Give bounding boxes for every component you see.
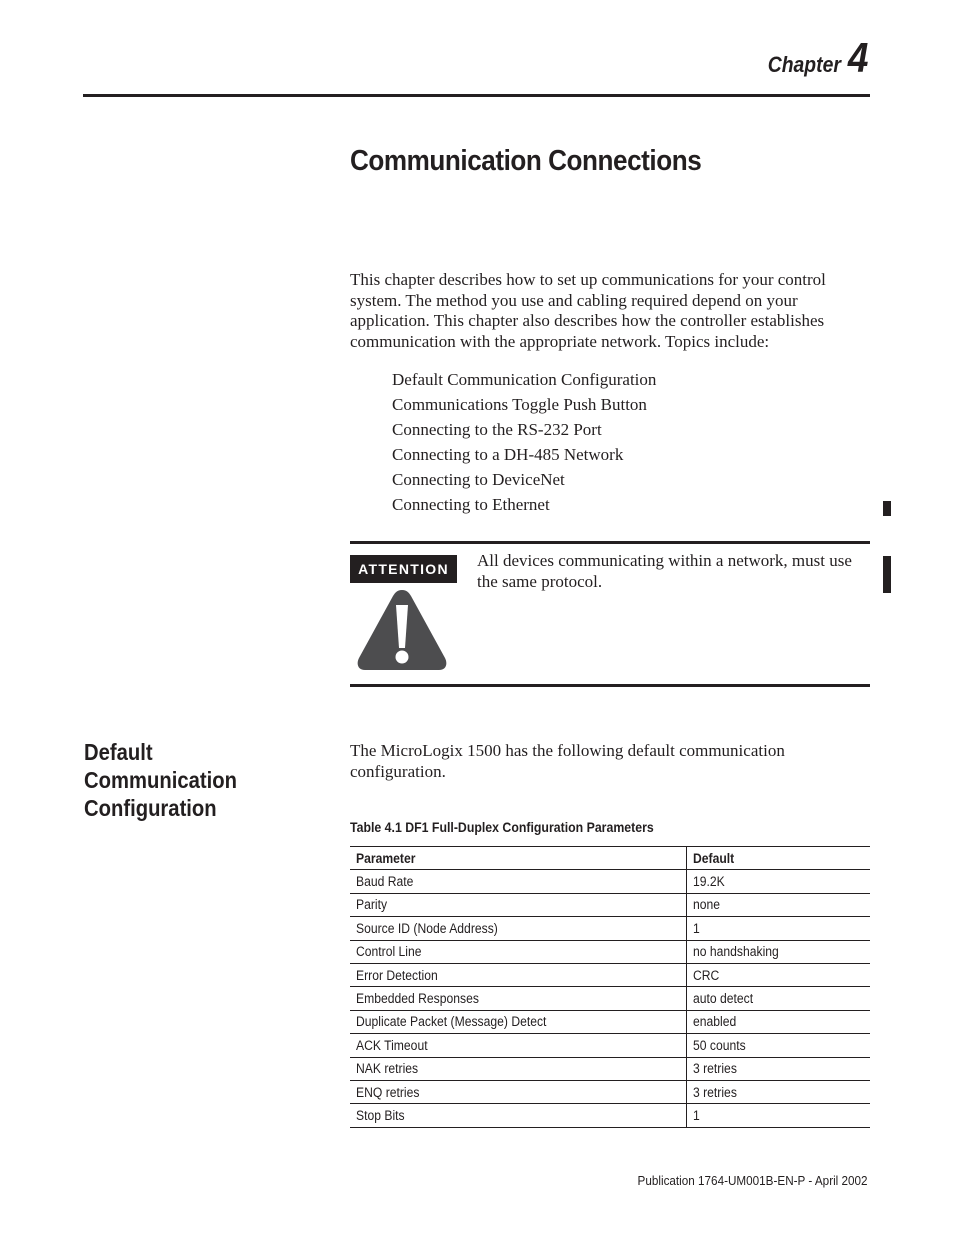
table-row — [350, 987, 870, 1010]
default-cell: 19.2K — [687, 870, 871, 893]
change-bar — [883, 501, 891, 516]
table-row — [350, 1010, 870, 1033]
parameter-cell: Parity — [350, 893, 687, 916]
topic-item: Connecting to the RS-232 Port — [392, 420, 602, 439]
attention-text: All devices communicating within a network, must use the same protocol. — [477, 551, 852, 591]
parameter-cell: Source ID (Node Address) — [350, 917, 687, 940]
change-bar — [883, 556, 891, 593]
default-cell: 1 — [687, 917, 871, 940]
table-row — [350, 893, 870, 916]
topic-item: Connecting to a DH-485 Network — [392, 445, 624, 464]
table-header-row — [350, 847, 870, 870]
section-heading: Default Communication Configuration — [84, 739, 237, 821]
table-row — [350, 963, 870, 986]
table-row — [350, 1034, 870, 1057]
parameter-cell: ACK Timeout — [350, 1034, 687, 1057]
parameter-cell: Control Line — [350, 940, 687, 963]
chapter-label — [767, 34, 868, 82]
publication-footer: Publication 1764-UM001B-EN-P - April 2002 — [637, 1173, 868, 1188]
attention-bottom-rule — [350, 684, 870, 687]
default-cell: 50 counts — [687, 1034, 871, 1057]
page-title: Communication Connections — [350, 145, 702, 177]
chapter-word: Chapter — [767, 52, 841, 77]
parameter-cell: Duplicate Packet (Message) Detect — [350, 1010, 687, 1033]
table-row — [350, 940, 870, 963]
default-cell: no handshaking — [687, 940, 871, 963]
chapter-number: 4 — [847, 34, 868, 81]
parameter-cell: Embedded Responses — [350, 987, 687, 1010]
parameter-cell: Error Detection — [350, 963, 687, 986]
intro-paragraph: This chapter describes how to set up communications for your control system. The method you use and cabling required depend on your application. This chapter also describes how the controller establishes communication with the appropriate network. Topics include: — [350, 270, 826, 351]
table-row — [350, 1057, 870, 1080]
default-cell: none — [687, 893, 871, 916]
default-cell: CRC — [687, 963, 871, 986]
column-header-parameter: Parameter — [350, 847, 687, 870]
config-parameters-table — [350, 846, 870, 1128]
default-cell: auto detect — [687, 987, 871, 1010]
parameter-cell: NAK retries — [350, 1057, 687, 1080]
topic-item: Connecting to Ethernet — [392, 495, 550, 514]
table-row — [350, 1104, 870, 1127]
table-row — [350, 917, 870, 940]
default-cell: enabled — [687, 1010, 871, 1033]
parameter-cell: Stop Bits — [350, 1104, 687, 1127]
default-cell: 1 — [687, 1104, 871, 1127]
topic-item: Communications Toggle Push Button — [392, 395, 647, 414]
topic-item: Default Communication Configuration — [392, 370, 657, 389]
header-rule — [83, 94, 870, 97]
default-cell: 3 retries — [687, 1080, 871, 1103]
table-caption: Table 4.1 DF1 Full-Duplex Configuration Parameters — [350, 819, 654, 835]
default-cell: 3 retries — [687, 1057, 871, 1080]
warning-triangle-icon — [356, 588, 448, 672]
column-header-default: Default — [687, 847, 871, 870]
parameter-cell: ENQ retries — [350, 1080, 687, 1103]
table-row — [350, 1080, 870, 1103]
topic-item: Connecting to DeviceNet — [392, 470, 565, 489]
attention-top-rule — [350, 541, 870, 544]
attention-badge: ATTENTION — [350, 555, 457, 583]
parameter-cell: Baud Rate — [350, 870, 687, 893]
table-row — [350, 870, 870, 893]
topics-list — [392, 370, 656, 520]
section-paragraph: The MicroLogix 1500 has the following default communication configuration. — [350, 741, 785, 781]
